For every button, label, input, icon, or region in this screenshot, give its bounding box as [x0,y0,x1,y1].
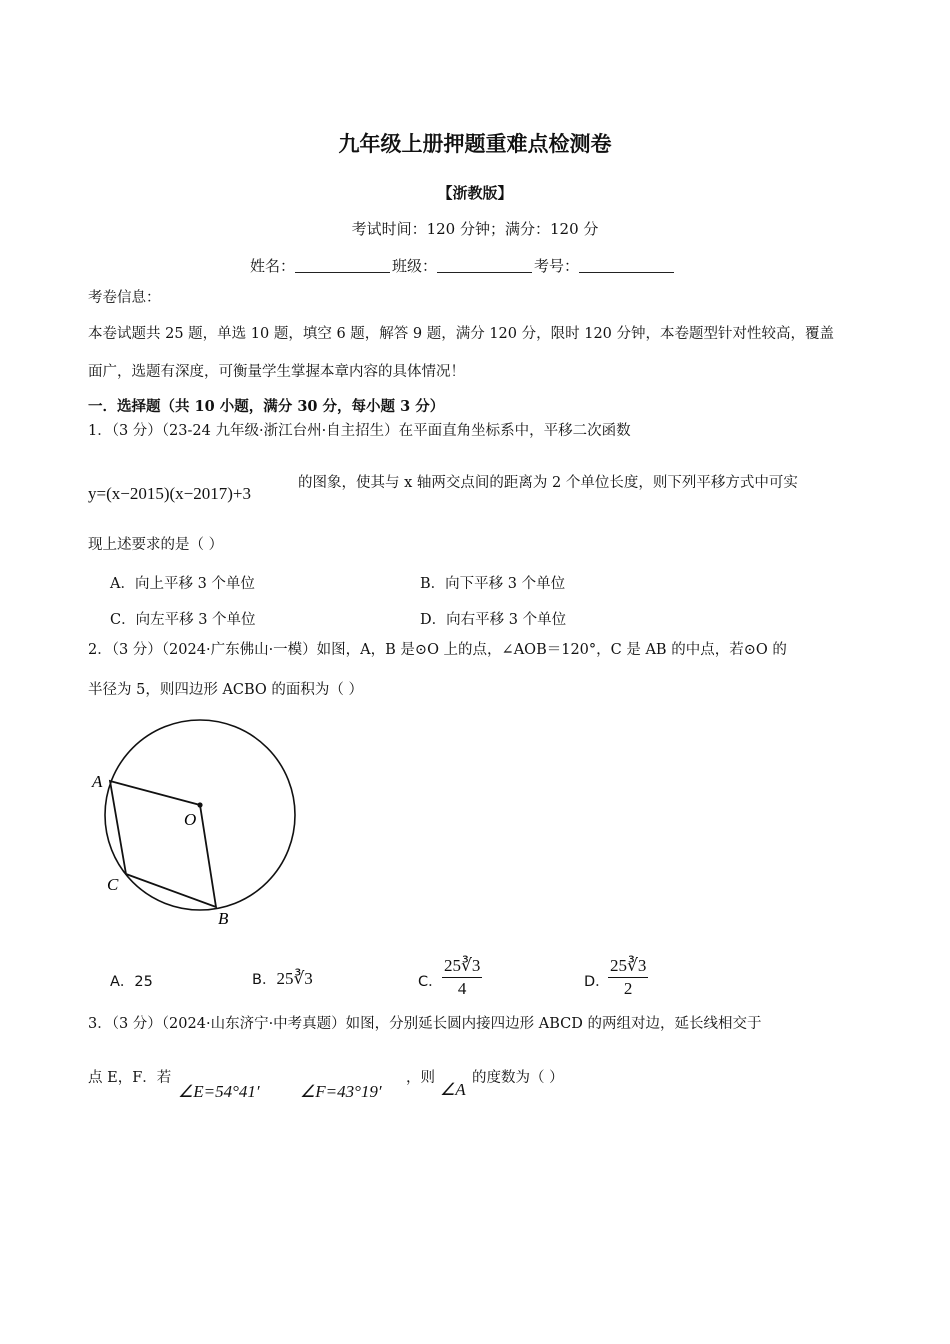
q2-option-c-numerator: 25∛3 [442,956,482,978]
q3-line-1: 3．（3 分）（2024·山东济宁·中考真题）如图，分别延长圆内接四边形 ABCD 的两组对边，延长线相交于 [88,1016,762,1032]
info-line-2: 面广，选题有深度，可衡量学生掌握本章内容的具体情况！ [88,364,465,380]
name-field[interactable] [295,258,390,273]
q2-option-d-denominator: 2 [623,979,633,998]
q2-option-c-label: C． [418,974,443,990]
q1-option-b[interactable]: B．向下平移 3 个单位 [420,576,566,592]
page-title: 九年级上册押题重难点检测卷 [338,131,612,156]
q2-circle-figure [88,715,303,930]
q2-option-d-numerator: 25∛3 [608,956,648,978]
q2-option-c-fraction[interactable] [442,956,482,999]
name-label: 姓名： [250,257,296,275]
q2-option-a[interactable] [110,970,153,991]
q3-angle-a: ∠A [440,1080,466,1099]
exam-time: 考试时间：120 分钟；满分：120 分 [351,220,599,238]
section-heading: 一．选择题（共 10 小题，满分 30 分，每小题 3 分） [88,398,445,415]
q2-option-a-label: A． [110,974,135,990]
center-point-o [197,802,202,807]
q2-option-d-label-wrap[interactable] [584,970,610,991]
label-a: A [92,772,103,791]
q2-option-d-label: D． [584,974,610,990]
label-b: B [218,909,229,928]
q2-option-b-label: B． [252,972,277,988]
quadrilateral-acbo [110,781,216,907]
class-field[interactable] [437,258,532,273]
info-heading: 考卷信息： [88,290,161,306]
q1-line-3: 现上述要求的是（ ） [88,537,224,553]
q2-option-d-fraction[interactable] [608,956,648,999]
q1-option-d[interactable]: D．向右平移 3 个单位 [420,612,567,628]
q1-option-a[interactable]: A．向上平移 3 个单位 [110,576,255,592]
q1-formula: y=(x−2015)(x−2017)+3 [88,484,251,503]
id-field[interactable] [579,258,674,273]
label-c: C [107,875,119,894]
q2-line-2: 半径为 5，则四边形 ACBO 的面积为（ ） [88,682,364,698]
q2-option-b-value: 25∛3 [276,969,313,988]
q3-then: ，则 [406,1070,435,1086]
q2-option-c-label-wrap[interactable] [418,970,443,991]
edition-label: 【浙教版】 [437,184,513,202]
q2-option-c-denominator: 4 [457,979,467,998]
q3-line-2-start: 点 E，F．若 [88,1070,172,1086]
q2-line-1: 2．（3 分）（2024·广东佛山·一模）如图，A，B 是⊙O 上的点，∠AOB＝120°，C 是 AB 的中点，若⊙O 的 [88,642,787,658]
q1-option-c[interactable]: C．向左平移 3 个单位 [110,612,256,628]
q1-line-1: 1．（3 分）（23-24 九年级·浙江台州·自主招生）在平面直角坐标系中，平移二次函数 [88,423,631,439]
q2-option-a-value: 25 [134,974,153,990]
q3-angle-f: ∠F=43°19′ [300,1082,382,1101]
q3-line-2-end: 的度数为（ ） [472,1070,564,1086]
q2-option-b[interactable] [252,968,313,989]
student-info-fields [250,255,676,276]
q3-angle-e: ∠E=54°41′ [178,1082,260,1101]
class-label: 班级： [392,257,438,275]
circle-o [105,720,295,910]
label-o: O [184,810,197,829]
info-line-1: 本卷试题共 25 题，单选 10 题，填空 6 题，解答 9 题，满分 120 分，限时 120 分钟，本卷题型针对性较高，覆盖 [88,326,835,342]
q1-line-2: 的图象，使其与 x 轴两交点间的距离为 2 个单位长度，则下列平移方式中可实 [298,475,798,491]
id-label: 考号： [534,257,580,275]
